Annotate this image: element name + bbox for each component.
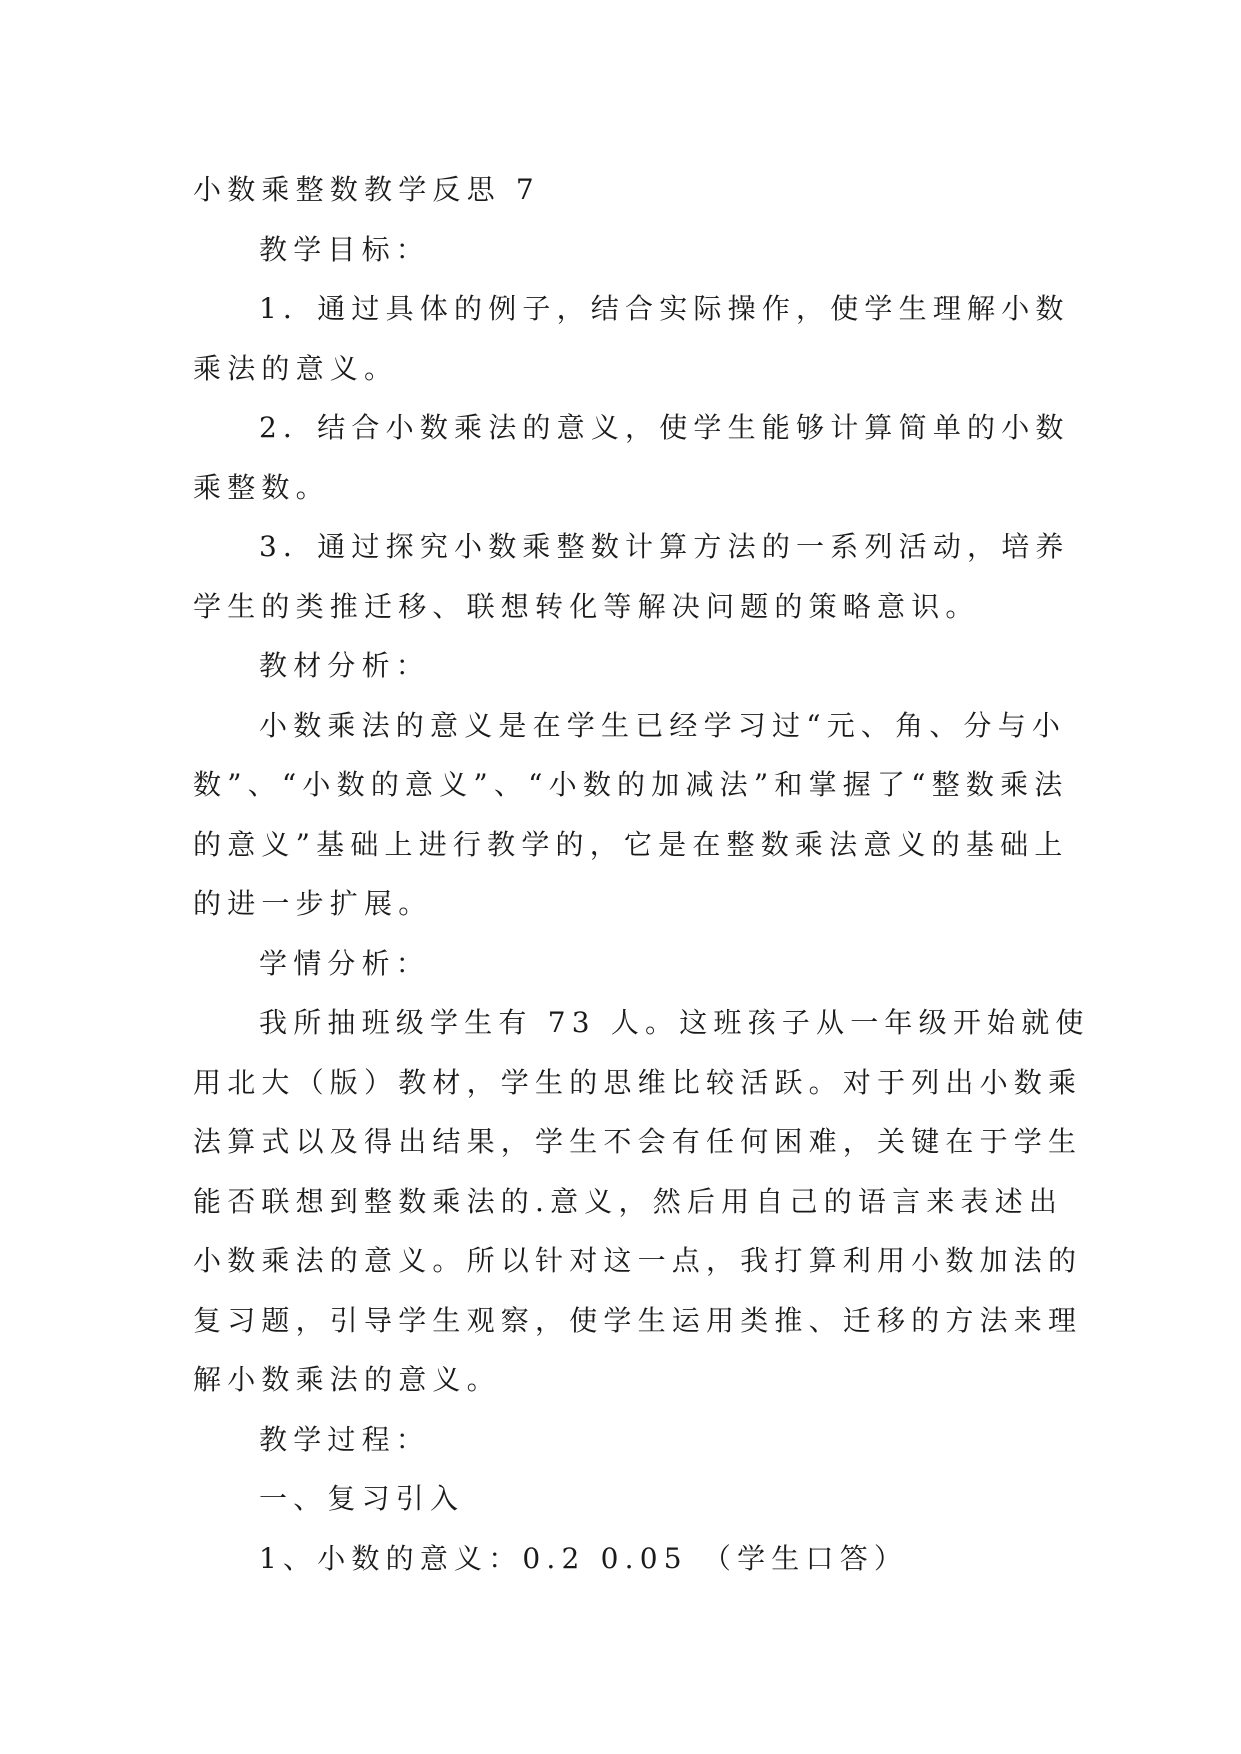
paragraph-line: 法算式以及得出结果，学生不会有任何困难，关键在于学生: [193, 1125, 1083, 1158]
paragraph-line: 复习题，引导学生观察，使学生运用类推、迁移的方法来理: [193, 1303, 1083, 1337]
paragraph-line: 解小数乘法的意义。: [193, 1363, 501, 1396]
document-title: 小数乘整数教学反思 7: [193, 173, 540, 206]
section-heading-teaching-process: 教学过程：: [259, 1422, 431, 1456]
paragraph-line: 乘法的意义。: [193, 351, 399, 385]
document-body: [193, 160, 1090, 1588]
paragraph-line: 1、小数的意义：0.2 0.05 （学生口答）: [259, 1541, 909, 1575]
section-heading-objectives: 教学目标：: [259, 232, 431, 266]
paragraph-line: 能否联想到整数乘法的.意义，然后用自己的语言来表述出: [193, 1184, 1064, 1218]
paragraph-line: 的意义”基础上进行教学的，它是在整数乘法意义的基础上: [193, 827, 1069, 861]
section-heading-textbook-analysis: 教材分析：: [259, 649, 431, 682]
paragraph-line: 乘整数。: [193, 470, 330, 504]
paragraph-line: 我所抽班级学生有 73 人。这班孩子从一年级开始就使: [259, 1006, 1090, 1039]
paragraph-line: 3．通过探究小数乘整数计算方法的一系列活动，培养: [259, 530, 1070, 563]
paragraph-line: 用北大（版）教材，学生的思维比较活跃。对于列出小数乘: [193, 1065, 1083, 1099]
paragraph-line: 学生的类推迁移、联想转化等解决问题的策略意识。: [193, 589, 980, 623]
paragraph-line: 数”、“小数的意义”、“小数的加减法”和掌握了“整数乘法: [193, 768, 1069, 801]
subsection-heading: 一、复习引入: [259, 1482, 465, 1515]
paragraph-line: 2．结合小数乘法的意义，使学生能够计算简单的小数: [259, 411, 1070, 444]
paragraph-line: 1．通过具体的例子，结合实际操作，使学生理解小数: [259, 292, 1070, 325]
paragraph-line: 小数乘法的意义是在学生已经学习过“元、角、分与小: [259, 708, 1067, 742]
paragraph-line: 小数乘法的意义。所以针对这一点，我打算利用小数加法的: [193, 1244, 1083, 1277]
section-heading-student-analysis: 学情分析：: [259, 946, 431, 980]
paragraph-line: 的进一步扩展。: [193, 887, 433, 920]
